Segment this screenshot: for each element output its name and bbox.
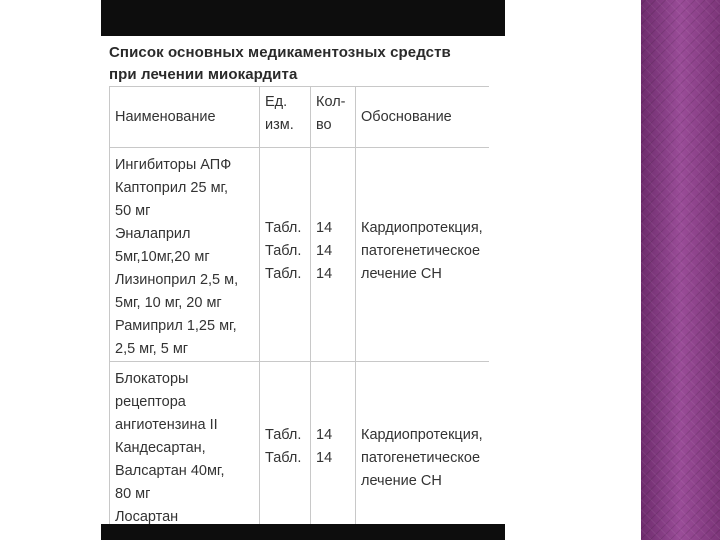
header-qty: Кол- во xyxy=(311,87,356,148)
title-line-1: Список основных медикаментозных средств xyxy=(109,44,451,61)
table-header-row xyxy=(110,87,490,148)
bottom-black-bar xyxy=(101,524,505,540)
row-reason-cell: Кардиопротекция, патогенетическое лечение СН xyxy=(356,148,490,362)
document-image xyxy=(101,36,489,524)
table-row xyxy=(110,148,490,362)
row-qty-cell: 14 14 14 xyxy=(311,148,356,362)
document-title xyxy=(109,42,489,86)
table-row xyxy=(110,362,490,525)
row-reason-cell: Кардиопротекция, патогенетическое лечение СН xyxy=(356,362,490,525)
header-reason: Обоснование xyxy=(356,87,490,148)
row-name-cell: Ингибиторы АПФ Каптоприл 25 мг, 50 мг Эналаприл 5мг,10мг,20 мг Лизиноприл 2,5 м, 5мг, 10 мг, 20 мг Рамиприл 1,25 мг, 2,5 мг, 5 мг xyxy=(110,148,260,362)
title-line-2: при лечении миокардита xyxy=(109,66,298,83)
header-unit: Ед. изм. xyxy=(260,87,311,148)
medication-table xyxy=(109,86,489,524)
decorative-side-panel xyxy=(641,0,720,540)
row-qty-cell: 14 14 xyxy=(311,362,356,525)
row-name-cell: Блокаторы рецептора ангиотензина II Кандесартан, Валсартан 40мг, 80 мг Лосартан xyxy=(110,362,260,525)
row-unit-cell: Табл. Табл. Табл. xyxy=(260,148,311,362)
header-name: Наименование xyxy=(110,87,260,148)
top-black-bar xyxy=(101,0,505,36)
row-unit-cell: Табл. Табл. xyxy=(260,362,311,525)
